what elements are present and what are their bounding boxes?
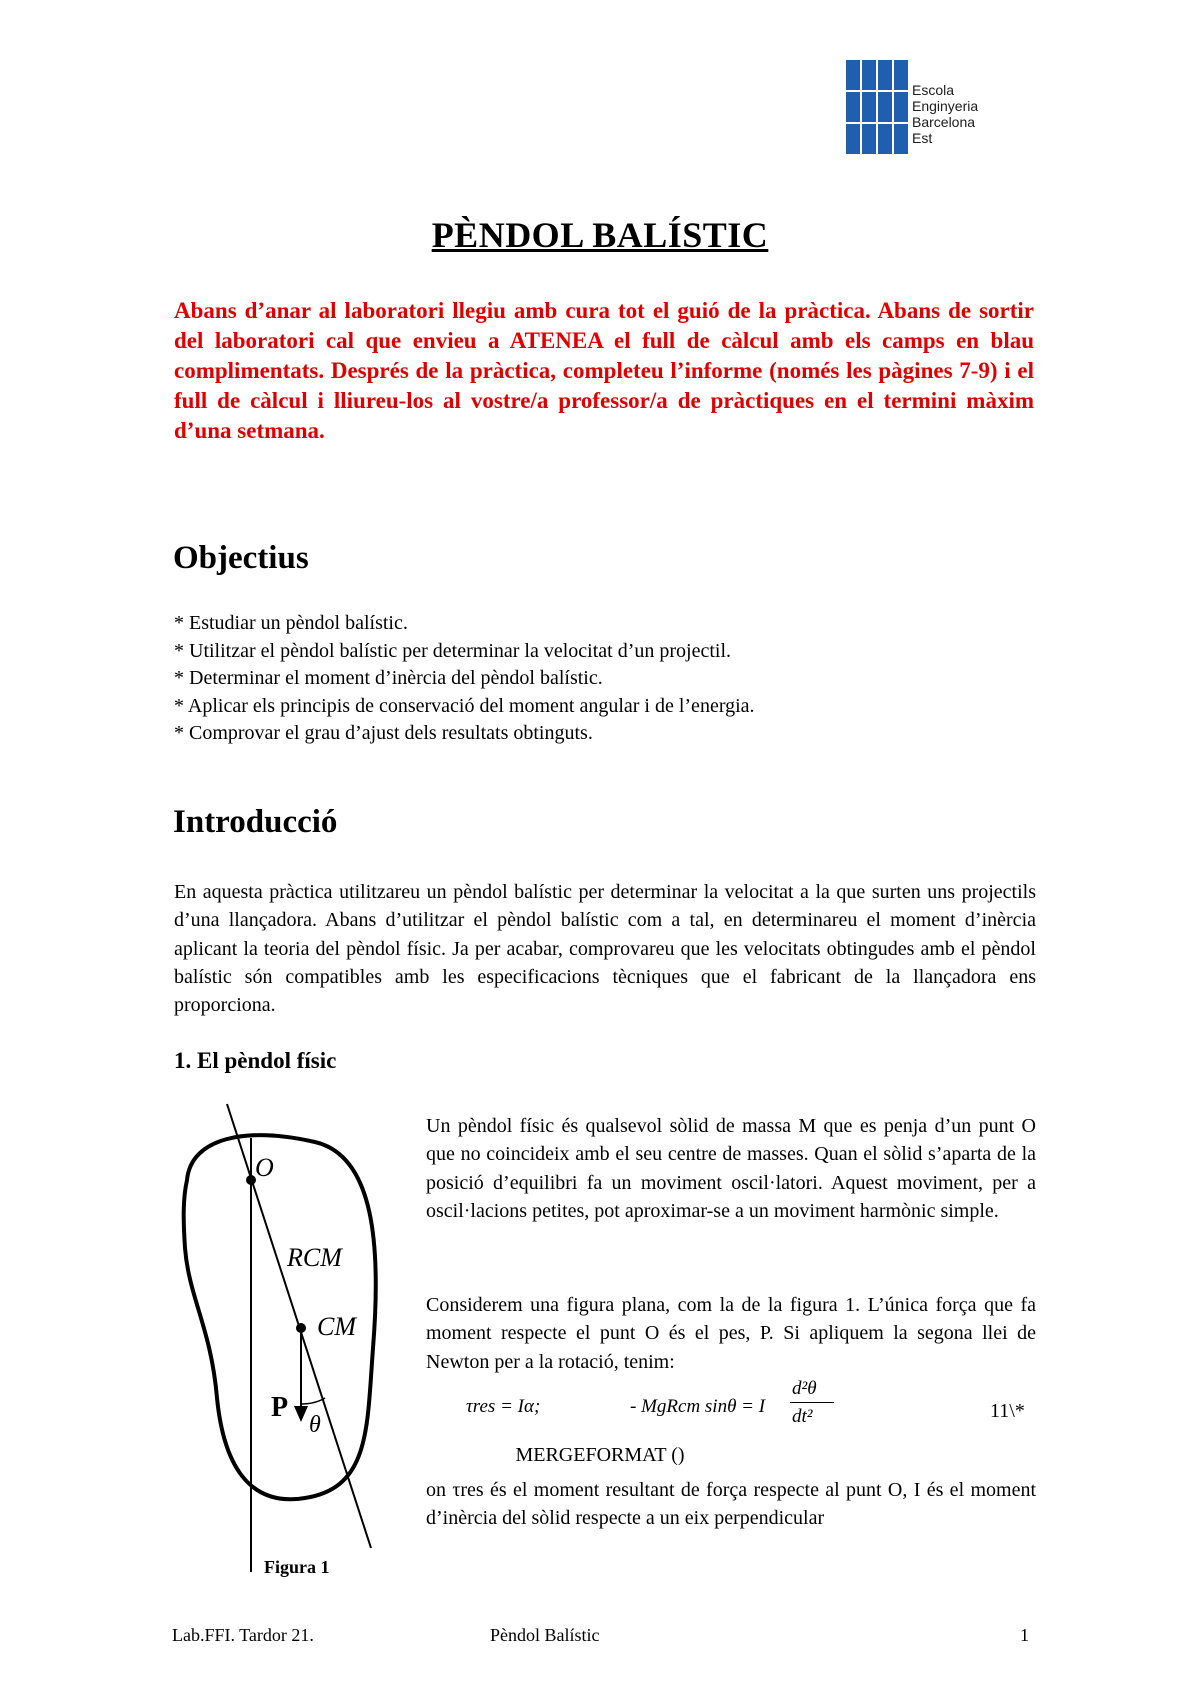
- page-title: PÈNDOL BALÍSTIC: [431, 215, 769, 255]
- paragraph: Considerem una figura plana, com la de la figura 1. L’única força que fa moment respecte el punt O és el pes, P. Si apliquem la segona llei de Newton per a la rotació, tenim:: [426, 1294, 1036, 1373]
- label-O: O: [255, 1153, 274, 1182]
- mergeformat-field: MERGEFORMAT (): [515, 1444, 685, 1466]
- equation: [466, 1378, 1036, 1438]
- list-item: * Estudiar un pèndol balístic.: [174, 612, 408, 634]
- equation-number: 11\*: [990, 1400, 1025, 1422]
- logo-text: Escola Enginyeria Barcelona Est: [912, 82, 979, 146]
- introduction-heading: Introducció: [173, 804, 338, 840]
- objectives-heading: Objectius: [173, 540, 309, 576]
- figure-caption: Figura 1: [264, 1557, 330, 1577]
- label-P: P: [271, 1392, 289, 1423]
- introduction-text: En aquesta pràctica utilitzareu un pèndol balístic per determinar la velocitat a la que surten uns projectils d’una llançadora. Abans d’utilitzar el pèndol balístic com a tal, en determinareu el moment d’inèrcia aplicant la teoria del pèndol físic. Ja per acabar, comprovareu que les velocitats obtingudes amb el pèndol balístic són compatibles amb les especificacions tècniques que el fabricant de la llançadora ens proporciona.: [174, 881, 1036, 1017]
- pendulum-figure: [175, 1098, 415, 1572]
- objectives-list: [174, 610, 755, 748]
- equation-denominator: dt²: [792, 1406, 813, 1427]
- paragraph: Un pèndol físic és qualsevol sòlid de massa M que es penja d’un punt O que no coincideix amb el seu centre de masses. Quan el sòlid s’aparta de la posició d’equilibri fa un moviment oscil·latori. Aquest moviment, per a oscil·lacions petites, pot aproximar-se a un moviment harmònic simple.: [426, 1115, 1036, 1222]
- footer-title: Pèndol Balístic: [490, 1625, 600, 1645]
- list-item: * Aplicar els principis de conservació del moment angular i de l’energia.: [174, 694, 755, 717]
- warning-notice: Abans d’anar al laboratori llegiu amb cura tot el guió de la pràctica. Abans de sortir del laboratori cal que envieu a ATENEA el full de càlcul amb els camps en blau complimentats. Després de la pràctica, completeu l’informe (només les pàgines 7-9) i el full de càlcul i lliureu-los al vostre/a professor/a de pràctiques en el termini màxim d’una setmana.: [174, 298, 1034, 443]
- page-number: 1: [1020, 1625, 1029, 1645]
- equation-right: - MgRcm sinθ = I: [630, 1396, 766, 1417]
- equation-left: τres = Iα;: [466, 1396, 541, 1417]
- label-theta: θ: [309, 1412, 321, 1438]
- list-item: * Comprovar el grau d’ajust dels resultats obtinguts.: [174, 722, 593, 744]
- equation-numerator: d²θ: [792, 1378, 817, 1399]
- list-item: * Utilitzar el pèndol balístic per determinar la velocitat d’un projectil.: [174, 639, 732, 662]
- label-CM: CM: [317, 1312, 356, 1341]
- section-heading: 1. El pèndol físic: [174, 1048, 337, 1073]
- footer-course: Lab.FFI. Tardor 21.: [172, 1625, 314, 1645]
- school-logo: [846, 60, 1046, 160]
- weight-arrowhead: [294, 1406, 308, 1422]
- list-item: * Determinar el moment d’inèrcia del pèndol balístic.: [174, 667, 603, 689]
- label-RCM: RCM: [287, 1243, 342, 1272]
- paragraph: on τres és el moment resultant de força respecte al punt O, I és el moment d’inèrcia del sòlid respecte a un eix perpendicular: [426, 1479, 1036, 1530]
- angle-arc: [301, 1398, 325, 1404]
